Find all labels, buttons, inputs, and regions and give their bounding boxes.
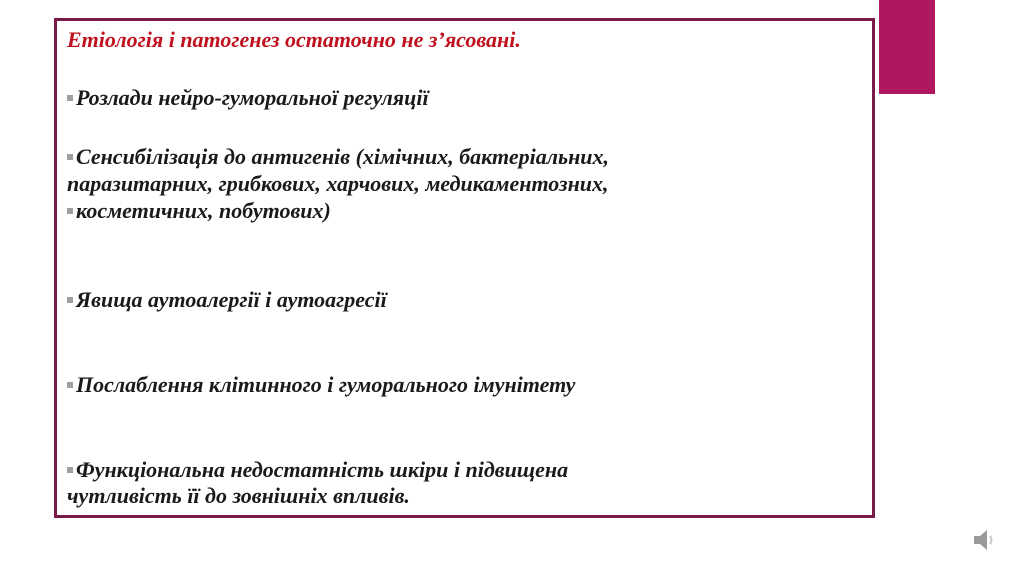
list-item-continuation: паразитарних, грибкових, харчових, медикаментозних, [67,171,609,196]
slide-headline: Етіологія і патогенез остаточно не з’ясовані. [67,27,521,52]
bullet-icon [67,382,73,388]
list-item: Функціональна недостатність шкіри і підвищена [67,457,568,483]
bullet-icon [67,467,73,473]
bullet-icon [67,95,73,101]
list-item: Сенсибілізація до антигенів (хімічних, бактеріальних, [67,144,609,170]
list-item: Послаблення клітинного і гуморального імунітету [67,372,575,398]
content-box [54,18,875,518]
list-item: Явища аутоалергії і аутоагресії [67,287,387,313]
list-item: косметичних, побутових) [67,198,331,224]
bullet-icon [67,154,73,160]
list-item: Розлади нейро-гуморальної регуляції [67,85,429,111]
list-item-continuation: чутливість її до зовнішніх впливів. [67,483,410,508]
accent-square [879,0,935,94]
bullet-icon [67,208,73,214]
bullet-icon [67,297,73,303]
speaker-icon[interactable] [972,527,996,553]
